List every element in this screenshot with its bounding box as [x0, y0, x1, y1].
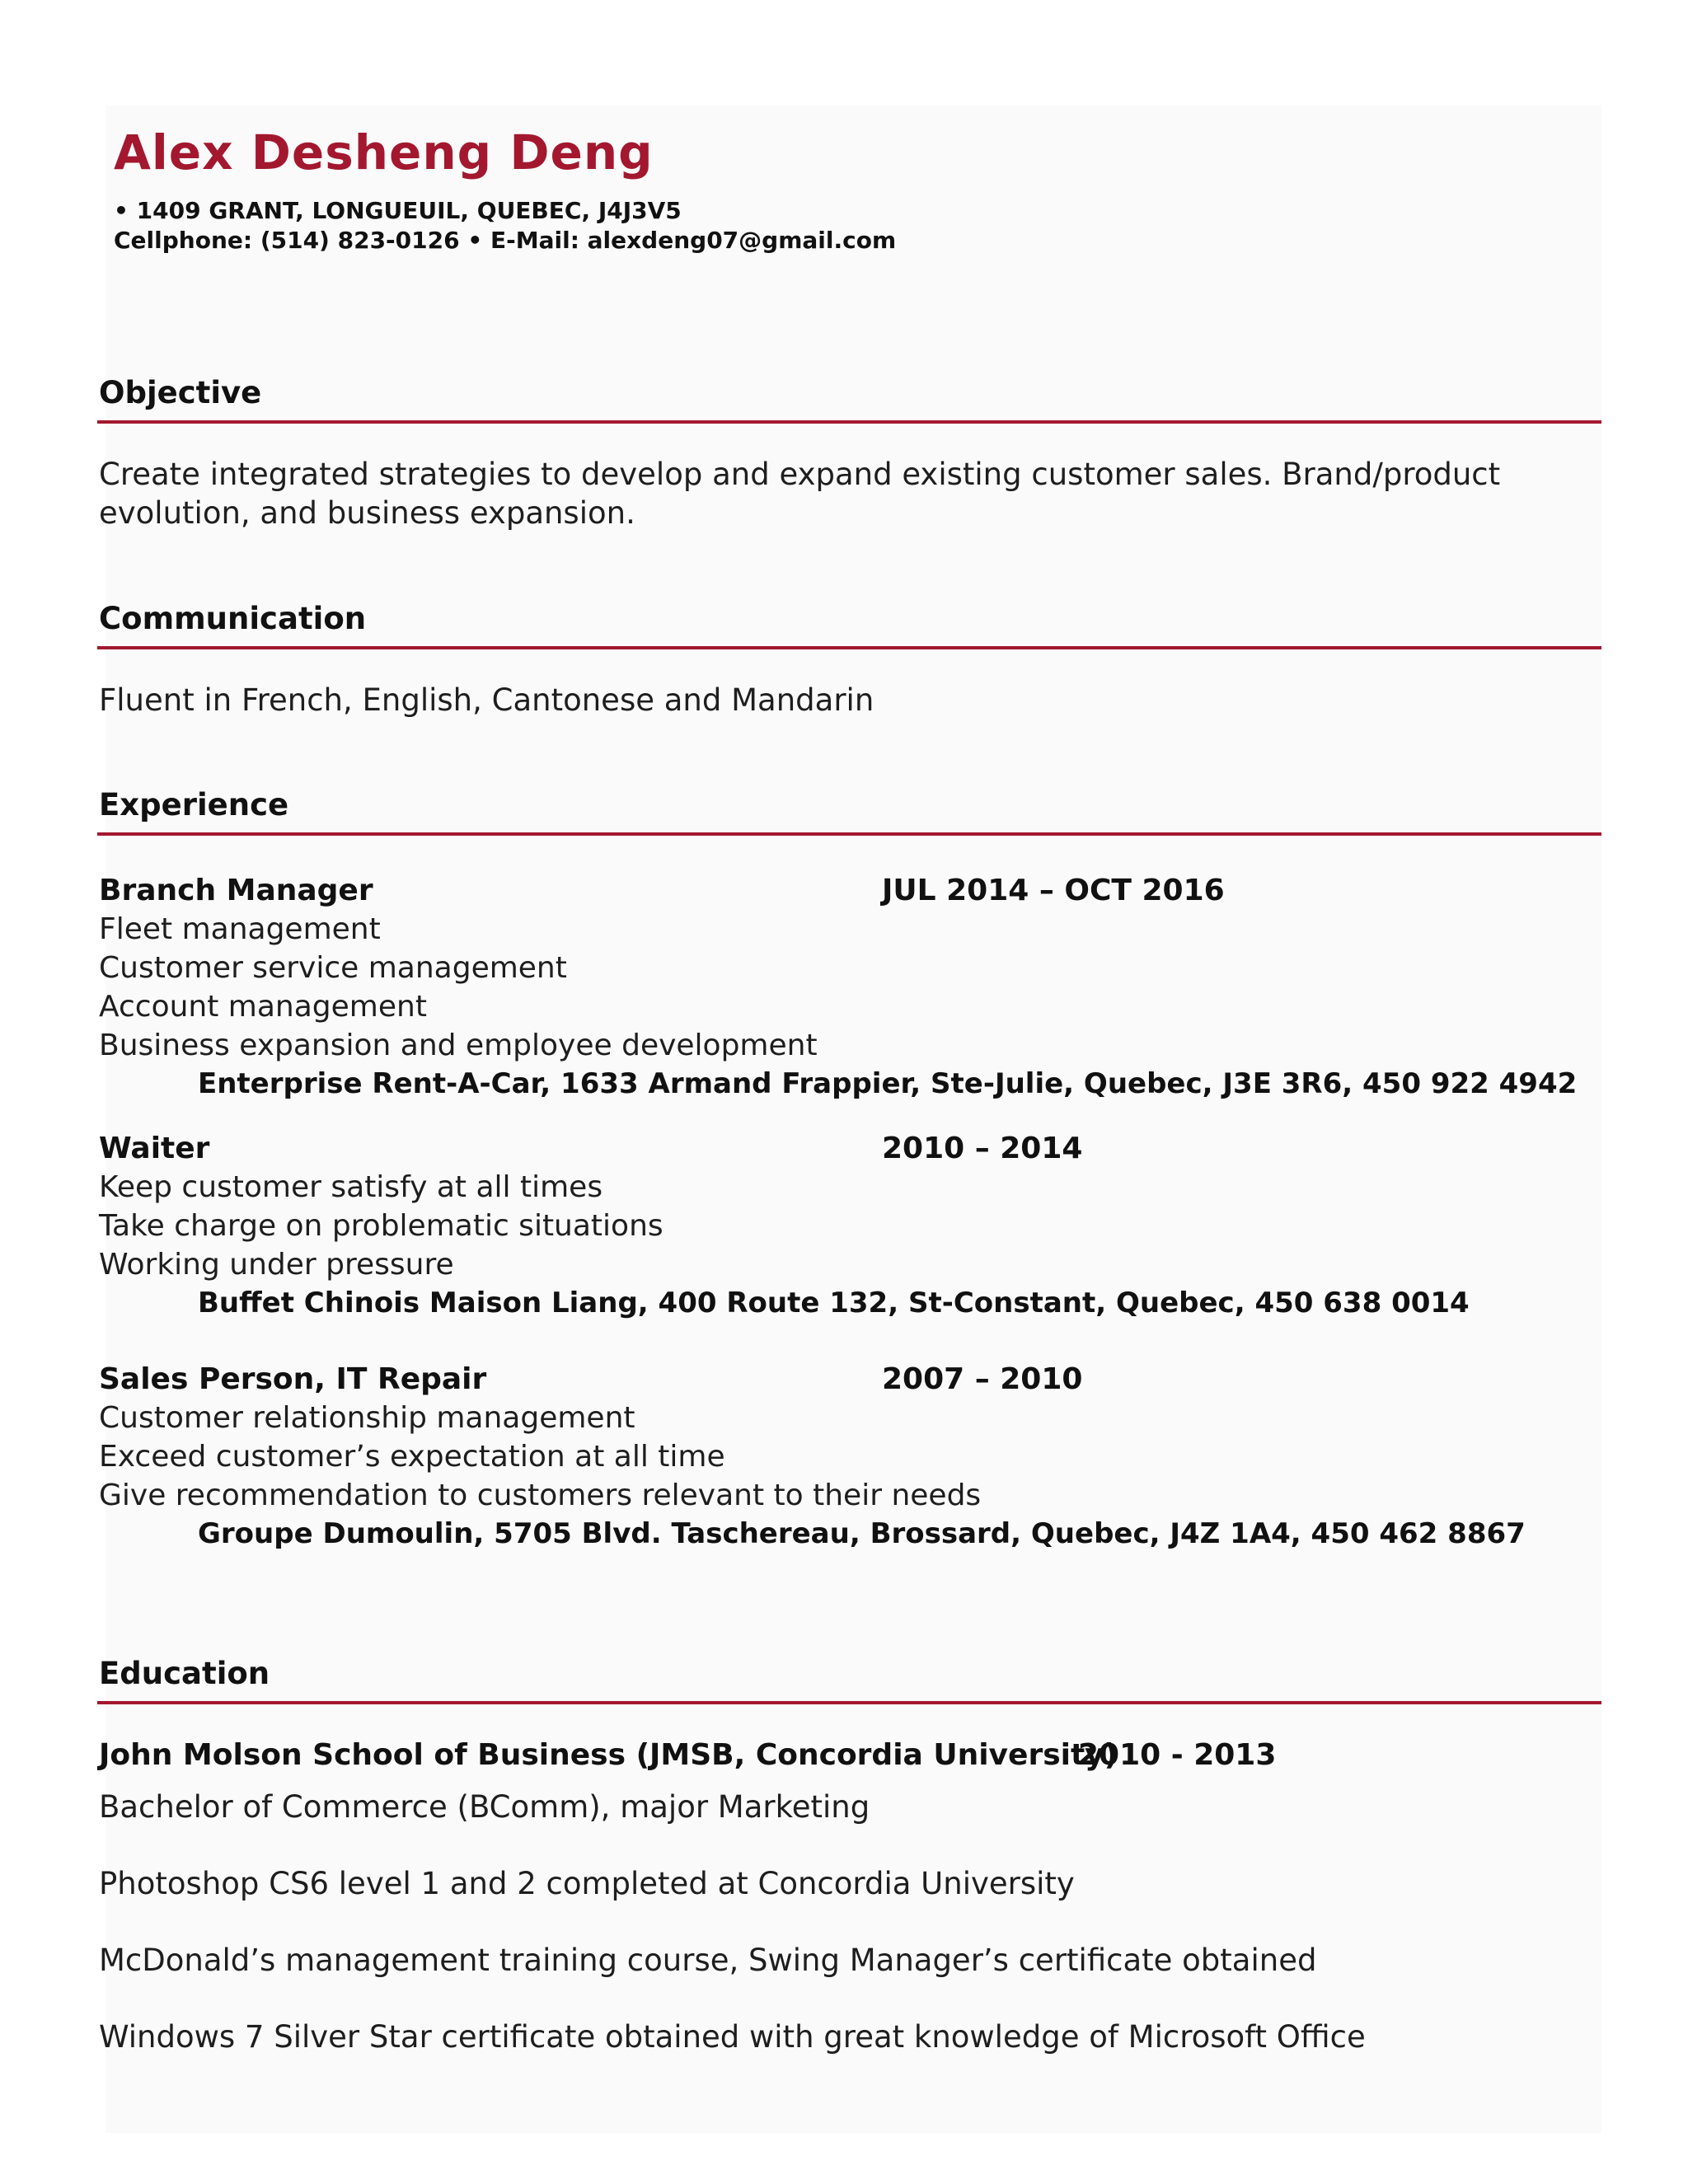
section-divider — [97, 1701, 1601, 1704]
job-duty: Working under pressure — [99, 1248, 454, 1282]
job-entry — [99, 1360, 1582, 1554]
job-header — [99, 1129, 1582, 1168]
job-duty: Account management — [99, 990, 427, 1024]
communication-section — [97, 598, 1601, 719]
job-title: Branch Manager — [99, 874, 373, 907]
job-duty: Business expansion and employee development — [99, 1029, 818, 1062]
job-employer: Buffet Chinois Maison Liang, 400 Route 132, St-Constant, Quebec, 450 638 0014 — [198, 1286, 1470, 1319]
job-duty: Customer service management — [99, 951, 567, 985]
objective-line: Create integrated strategies to develop and expand existing customer sales. Brand/product — [99, 457, 1501, 492]
education-school: John Molson School of Business (JMSB, Concordia University) — [99, 1738, 1118, 1772]
objective-section — [97, 373, 1601, 532]
job-duty: Exceed customer’s expectation at all time — [99, 1440, 725, 1474]
job-entry — [99, 1129, 1582, 1323]
section-title-communication: Communication — [99, 601, 367, 636]
candidate-name: Alex Desheng Deng — [114, 124, 654, 180]
job-title: Waiter — [99, 1132, 210, 1165]
address-line: • 1409 GRANT, LONGUEUIL, QUEBEC, J4J3V5 — [114, 197, 682, 224]
education-item: Windows 7 Silver Star certificate obtained with great knowledge of Microsoft Office — [99, 2019, 1366, 2055]
job-header — [99, 871, 1582, 910]
job-duty: Customer relationship management — [99, 1401, 635, 1435]
education-section — [97, 1653, 1601, 1704]
contact-line: Cellphone: (514) 823-0126 • E-Mail: alexdeng07@gmail.com — [114, 227, 897, 254]
job-entry — [99, 871, 1582, 1104]
education-item: McDonald’s management training course, Swing Manager’s certificate obtained — [99, 1943, 1317, 1978]
education-header — [99, 1736, 1582, 1774]
job-duty: Keep customer satisfy at all times — [99, 1170, 603, 1204]
education-item: Photoshop CS6 level 1 and 2 completed at Concordia University — [99, 1866, 1075, 1901]
job-dates: 2010 – 2014 — [882, 1132, 1083, 1165]
section-title-education: Education — [99, 1656, 270, 1691]
section-title-experience: Experience — [99, 787, 289, 823]
job-title: Sales Person, IT Repair — [99, 1362, 487, 1396]
education-years: 2010 - 2013 — [1078, 1738, 1277, 1772]
section-divider — [97, 832, 1601, 836]
communication-text: Fluent in French, English, Cantonese and Mandarin — [99, 682, 874, 718]
job-dates: JUL 2014 – OCT 2016 — [882, 874, 1225, 907]
experience-section — [97, 785, 1601, 836]
job-employer: Enterprise Rent-A-Car, 1633 Armand Frappier, Ste-Julie, Quebec, J3E 3R6, 450 922 4942 — [198, 1067, 1578, 1100]
job-duty: Give recommendation to customers relevant to their needs — [99, 1479, 982, 1512]
section-title-objective: Objective — [99, 375, 262, 410]
job-duty: Take charge on problematic situations — [99, 1209, 663, 1243]
job-employer: Groupe Dumoulin, 5705 Blvd. Taschereau, Brossard, Quebec, J4Z 1A4, 450 462 8867 — [198, 1517, 1526, 1550]
job-dates: 2007 – 2010 — [882, 1362, 1083, 1396]
education-item: Bachelor of Commerce (BComm), major Marketing — [99, 1789, 870, 1825]
job-duty: Fleet management — [99, 912, 381, 946]
objective-line: evolution, and business expansion. — [99, 495, 635, 531]
job-header — [99, 1360, 1582, 1399]
